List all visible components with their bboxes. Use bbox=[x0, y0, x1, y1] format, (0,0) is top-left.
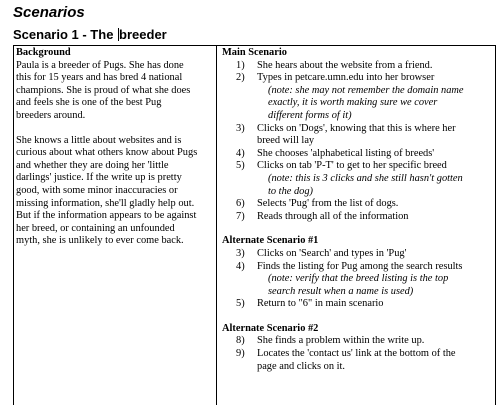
note-line: (note: verify that the breed listing is the top bbox=[268, 273, 449, 285]
step-text: Clicks on 'Search' and types in 'Pug' bbox=[257, 247, 407, 259]
scenarios-column bbox=[222, 47, 494, 373]
text-line: good, with some minor inaccuracies or bbox=[16, 184, 178, 196]
text-line: and feels she is one of the best Pug bbox=[16, 97, 162, 109]
text-line: champions. She is proud of what she does bbox=[16, 84, 191, 96]
step-text: She chooses 'alphabetical listing of breeds' bbox=[257, 147, 435, 159]
step-note bbox=[222, 273, 494, 298]
text-line: this for 15 years and has bred 4 national bbox=[16, 72, 183, 84]
step-number: 9) bbox=[236, 348, 245, 360]
background-heading: Background bbox=[16, 47, 71, 58]
column-divider bbox=[216, 46, 217, 405]
step-item bbox=[222, 298, 494, 311]
step-number: 3) bbox=[236, 122, 245, 134]
step-number: 4) bbox=[236, 147, 245, 159]
step-number: 5) bbox=[236, 298, 245, 310]
step-text: page and clicks on it. bbox=[257, 360, 346, 372]
step-number: 1) bbox=[236, 59, 245, 71]
document-title: Scenarios bbox=[13, 4, 85, 21]
text-line: her breed, or containing an unfounded bbox=[16, 222, 175, 234]
step-item bbox=[222, 248, 494, 261]
step-text: Selects 'Pug' from the list of dogs. bbox=[257, 198, 399, 210]
step-number: 7) bbox=[236, 210, 245, 222]
step-text: She hears about the website from a friend. bbox=[257, 59, 433, 71]
text-line: myth, she is unlikely to ever come back. bbox=[16, 235, 184, 247]
text-line: She knows a little about websites and is bbox=[16, 134, 182, 146]
step-note bbox=[222, 85, 494, 123]
step-item bbox=[222, 60, 494, 73]
step-number: 8) bbox=[236, 335, 245, 347]
step-text: Reads through all of the information bbox=[257, 210, 409, 222]
step-item bbox=[222, 198, 494, 211]
step-text: She finds a problem within the write up. bbox=[257, 335, 425, 347]
step-item bbox=[222, 335, 494, 348]
text-line: curious about what others know about Pugs bbox=[16, 147, 198, 159]
step-number: 5) bbox=[236, 160, 245, 172]
step-item bbox=[222, 348, 494, 373]
text-line: breeders around. bbox=[16, 109, 86, 121]
scenario-table bbox=[13, 45, 496, 405]
note-line: to the dog) bbox=[268, 185, 314, 197]
step-number: 3) bbox=[236, 247, 245, 259]
scenario-heading[interactable] bbox=[13, 27, 167, 42]
step-text: Locates the 'contact us' link at the bottom of the bbox=[257, 348, 456, 360]
step-item bbox=[222, 123, 494, 148]
step-item bbox=[222, 160, 494, 173]
step-note bbox=[222, 173, 494, 198]
note-line: different forms of it) bbox=[268, 109, 352, 121]
step-item bbox=[222, 261, 494, 274]
step-item bbox=[222, 211, 494, 224]
step-item bbox=[222, 72, 494, 85]
step-number: 6) bbox=[236, 198, 245, 210]
step-text: Clicks on tab 'P-T' to get to her specific breed bbox=[257, 160, 447, 172]
background-paragraph-2 bbox=[16, 135, 213, 248]
step-number: 2) bbox=[236, 72, 245, 84]
note-line: search result when a name is used) bbox=[268, 285, 414, 297]
step-text: breed will lay bbox=[257, 135, 315, 147]
text-line: darlings' justice. If the write up is pretty bbox=[16, 172, 182, 184]
text-line: and whether they are doing her 'little bbox=[16, 159, 169, 171]
scenario-heading-text-after: breeder bbox=[119, 27, 167, 42]
step-text: Finds the listing for Pug among the search results bbox=[257, 260, 463, 272]
background-column bbox=[16, 47, 213, 248]
note-line: exactly, it is worth making sure we cover bbox=[268, 97, 438, 109]
alternate-scenario-2-heading: Alternate Scenario #2 bbox=[222, 322, 319, 334]
background-paragraph-1 bbox=[16, 60, 213, 123]
text-line: missing information, she'll gladly help out. bbox=[16, 197, 195, 209]
alternate-scenario-1-heading: Alternate Scenario #1 bbox=[222, 235, 319, 247]
step-number: 4) bbox=[236, 260, 245, 272]
step-item bbox=[222, 148, 494, 161]
scenario-heading-text-before: Scenario 1 - The bbox=[13, 27, 118, 42]
note-line: (note: she may not remember the domain name bbox=[268, 84, 464, 96]
step-text: Return to "6" in main scenario bbox=[257, 298, 384, 310]
step-text: Types in petcare.umn.edu into her browser bbox=[257, 72, 435, 84]
main-scenario-heading: Main Scenario bbox=[222, 47, 287, 58]
text-line: Paula is a breeder of Pugs. She has done bbox=[16, 59, 184, 71]
step-text: Clicks on 'Dogs', knowing that this is where her bbox=[257, 122, 456, 134]
note-line: (note: this is 3 clicks and she still hasn't gotten bbox=[268, 172, 463, 184]
text-line: But if the information appears to be against bbox=[16, 210, 197, 222]
